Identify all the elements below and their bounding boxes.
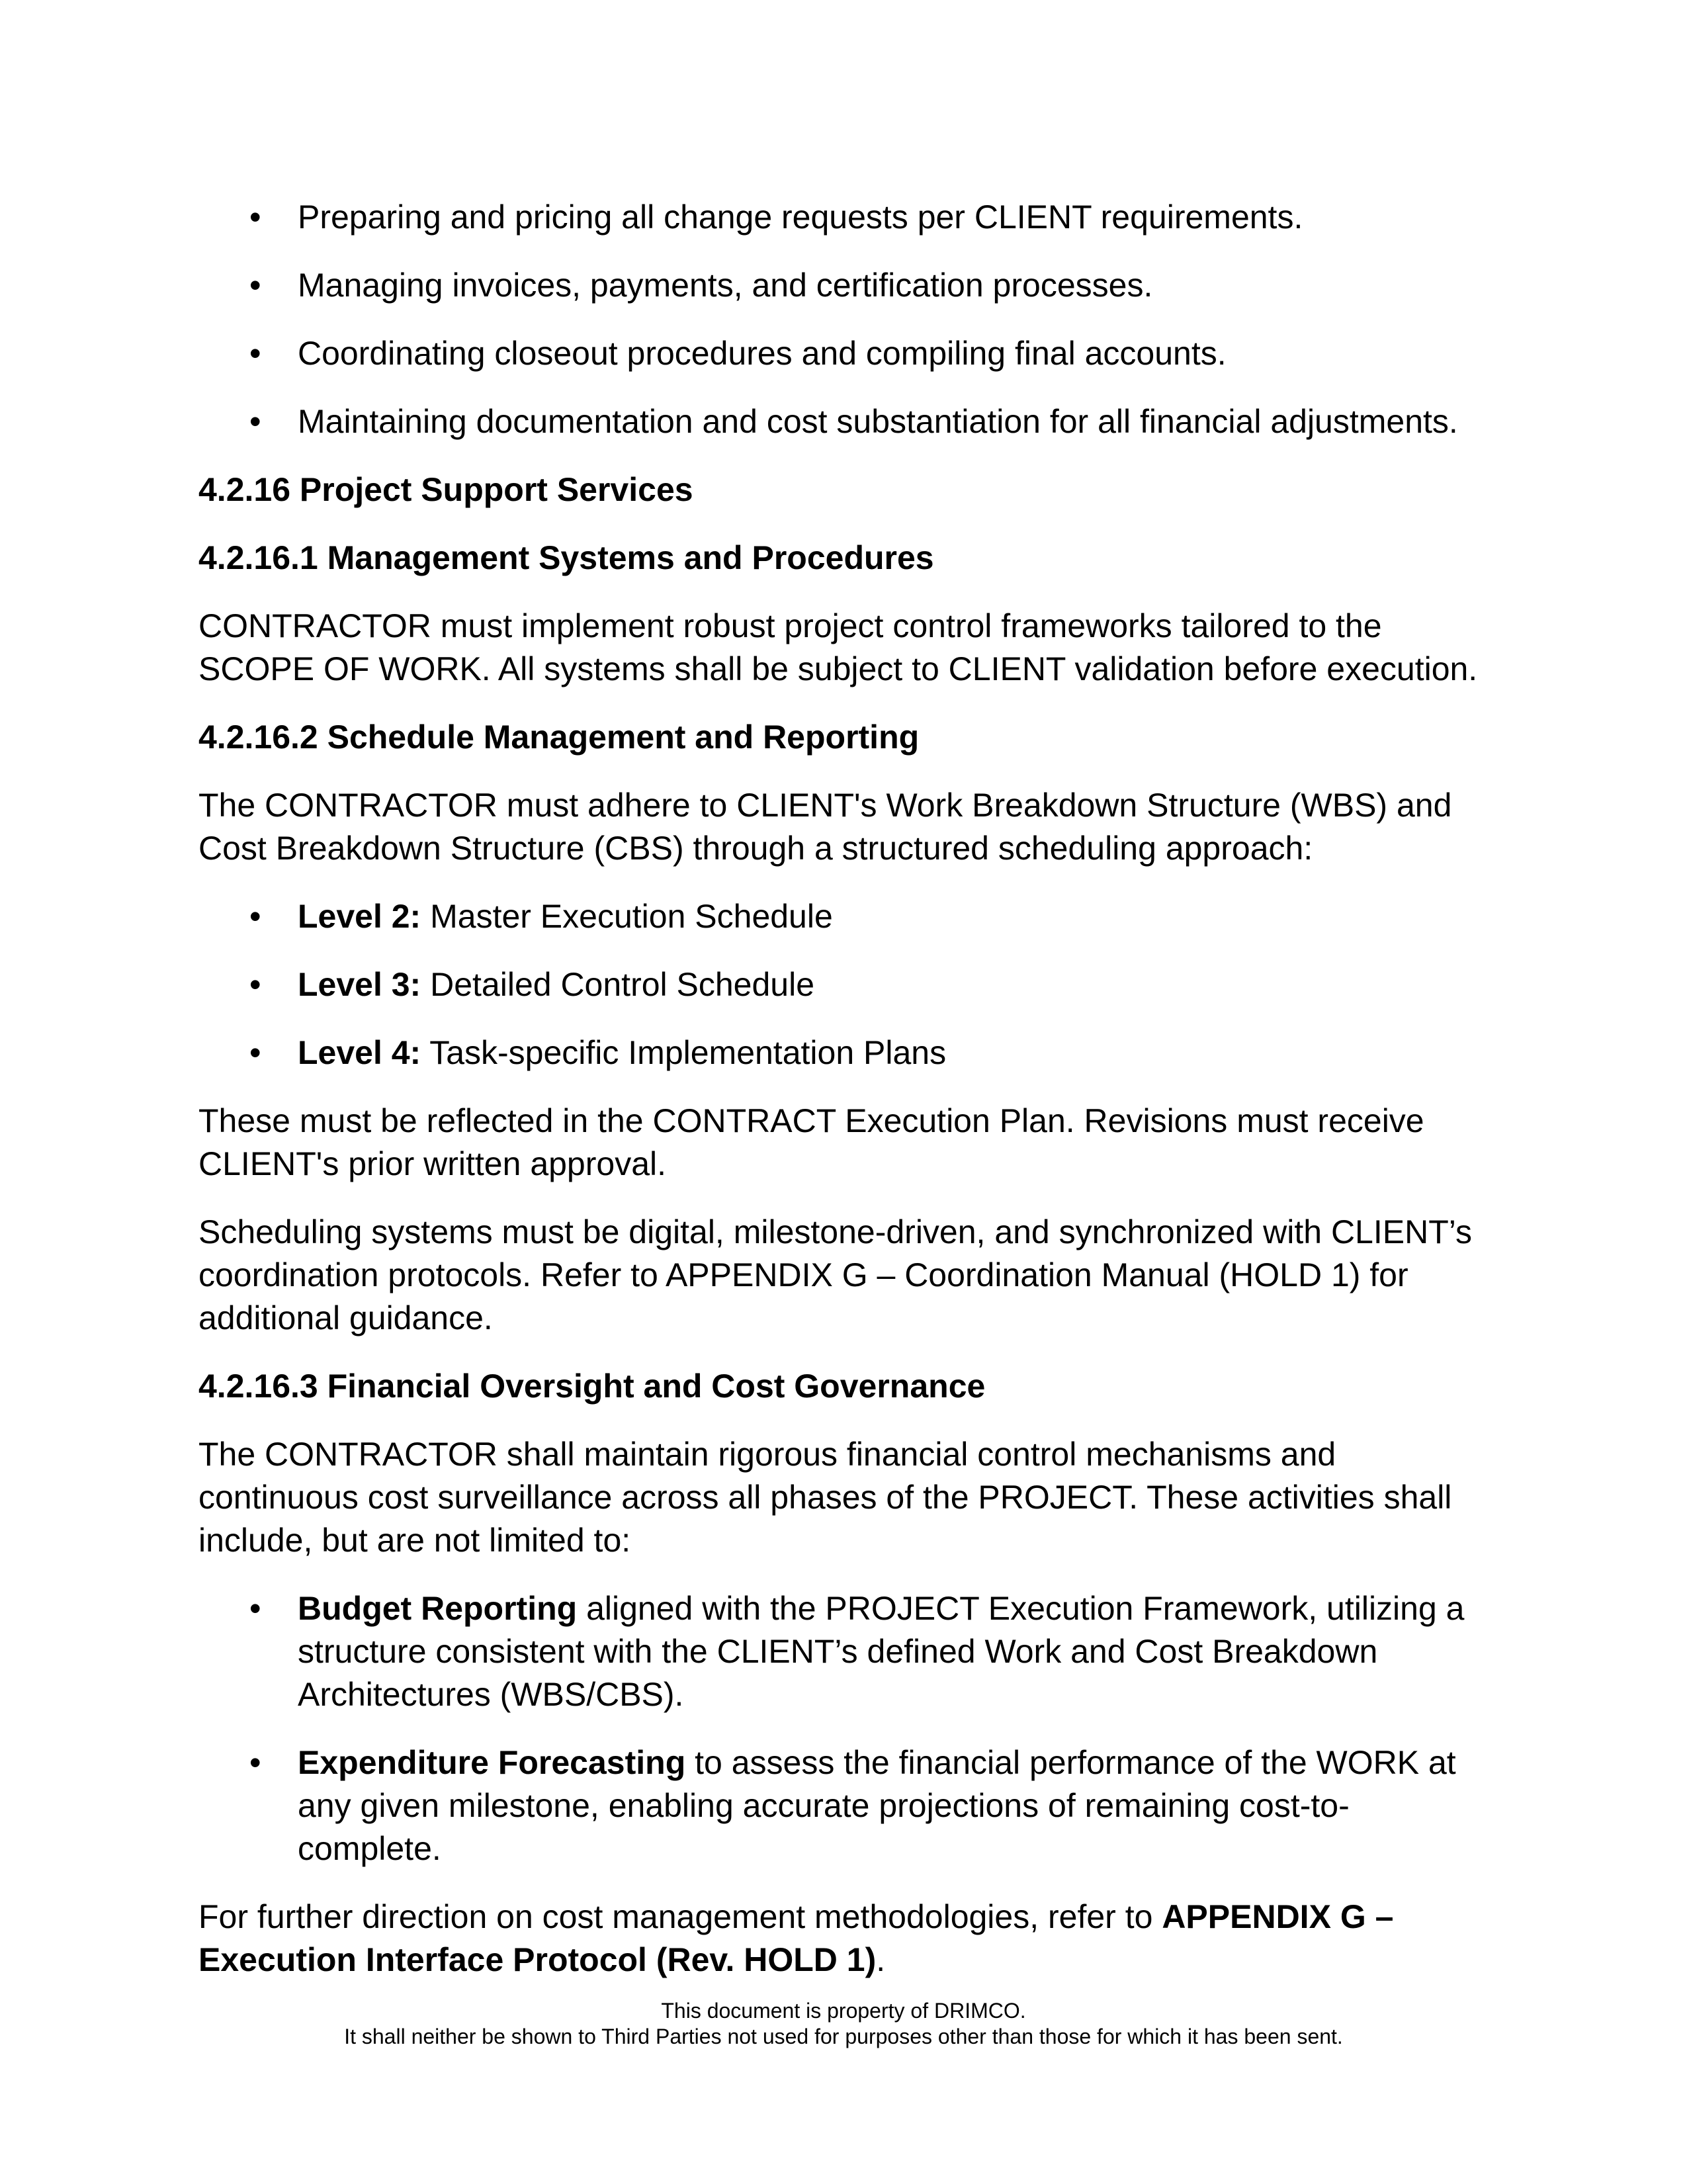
list-item bbox=[198, 1587, 1489, 1716]
section-heading-4-2-16-1: 4.2.16.1 Management Systems and Procedures bbox=[198, 539, 934, 576]
financial-bullet-list bbox=[198, 1587, 1489, 1870]
closing-appendix-reference: APPENDIX G – Execution Interface Protocol (Rev. HOLD 1) bbox=[198, 1898, 1394, 1978]
paragraph-schedule-intro: The CONTRACTOR must adhere to CLIENT's Work Breakdown Structure (WBS) and Cost Breakdown Structure (CBS) through a structured scheduling approach: bbox=[198, 787, 1452, 867]
section-heading-4-2-16: 4.2.16 Project Support Services bbox=[198, 471, 693, 508]
bullet-text: Master Execution Schedule bbox=[421, 898, 833, 935]
paragraph-scheduling-systems: Scheduling systems must be digital, milestone-driven, and synchronized with CLIENT’s coordination protocols. Refer to APPENDIX G – Coordination Manual (HOLD 1) for additional guidance. bbox=[198, 1213, 1472, 1336]
bullet-lead-in: Level 4: bbox=[298, 1034, 421, 1071]
footer-property-notice: This document is property of DRIMCO. bbox=[661, 1999, 1026, 2023]
list-item bbox=[198, 895, 1489, 938]
paragraph-financial-intro: The CONTRACTOR shall maintain rigorous financial control mechanisms and continuous cost surveillance across all phases of the PROJECT. These activities shall include, but are not limited to: bbox=[198, 1436, 1452, 1559]
section-heading-4-2-16-3: 4.2.16.3 Financial Oversight and Cost Governance bbox=[198, 1368, 986, 1405]
bullet-text: Maintaining documentation and cost substantiation for all financial adjustments. bbox=[298, 403, 1458, 440]
level-bullet-list bbox=[198, 895, 1489, 1074]
bullet-text: aligned with the PROJECT Execution Framework, utilizing a structure consistent with the CLIENT’s defined Work and Cost Breakdown Architectures (WBS/CBS). bbox=[298, 1590, 1465, 1713]
bullet-text: Detailed Control Schedule bbox=[421, 966, 815, 1003]
bullet-text: to assess the financial performance of the WORK at any given milestone, enabling accurate projections of remaining cost-to-complete. bbox=[298, 1744, 1456, 1867]
list-item bbox=[198, 963, 1489, 1006]
paragraph-management-systems: CONTRACTOR must implement robust project control frameworks tailored to the SCOPE OF WORK. All systems shall be subject to CLIENT validation before execution. bbox=[198, 607, 1478, 687]
paragraph-further-direction bbox=[198, 1896, 1489, 1982]
bullet-text: Task-specific Implementation Plans bbox=[421, 1034, 947, 1071]
bullet-text: Preparing and pricing all change requests per CLIENT requirements. bbox=[298, 198, 1303, 236]
bullet-text: Managing invoices, payments, and certification processes. bbox=[298, 267, 1153, 304]
closing-suffix: . bbox=[876, 1941, 886, 1978]
list-item bbox=[198, 196, 1489, 239]
closing-prefix: For further direction on cost management methodologies, refer to bbox=[198, 1898, 1162, 1935]
footer-disclaimer: It shall neither be shown to Third Parties not used for purposes other than those for which it has been sent. bbox=[344, 2025, 1343, 2048]
section-heading-4-2-16-2: 4.2.16.2 Schedule Management and Reporting bbox=[198, 719, 920, 756]
list-item bbox=[198, 332, 1489, 375]
document-content bbox=[198, 196, 1489, 2007]
intro-bullet-list bbox=[198, 196, 1489, 443]
page-footer bbox=[0, 1998, 1687, 2050]
bullet-text: Coordinating closeout procedures and compiling final accounts. bbox=[298, 335, 1227, 372]
list-item bbox=[198, 400, 1489, 443]
bullet-lead-in: Level 3: bbox=[298, 966, 421, 1003]
bullet-lead-in: Level 2: bbox=[298, 898, 421, 935]
paragraph-execution-plan: These must be reflected in the CONTRACT Execution Plan. Revisions must receive CLIENT's prior written approval. bbox=[198, 1102, 1424, 1182]
list-item bbox=[198, 1031, 1489, 1074]
list-item bbox=[198, 1741, 1489, 1870]
bullet-lead-in: Budget Reporting bbox=[298, 1590, 578, 1627]
bullet-lead-in: Expenditure Forecasting bbox=[298, 1744, 686, 1781]
list-item bbox=[198, 264, 1489, 307]
